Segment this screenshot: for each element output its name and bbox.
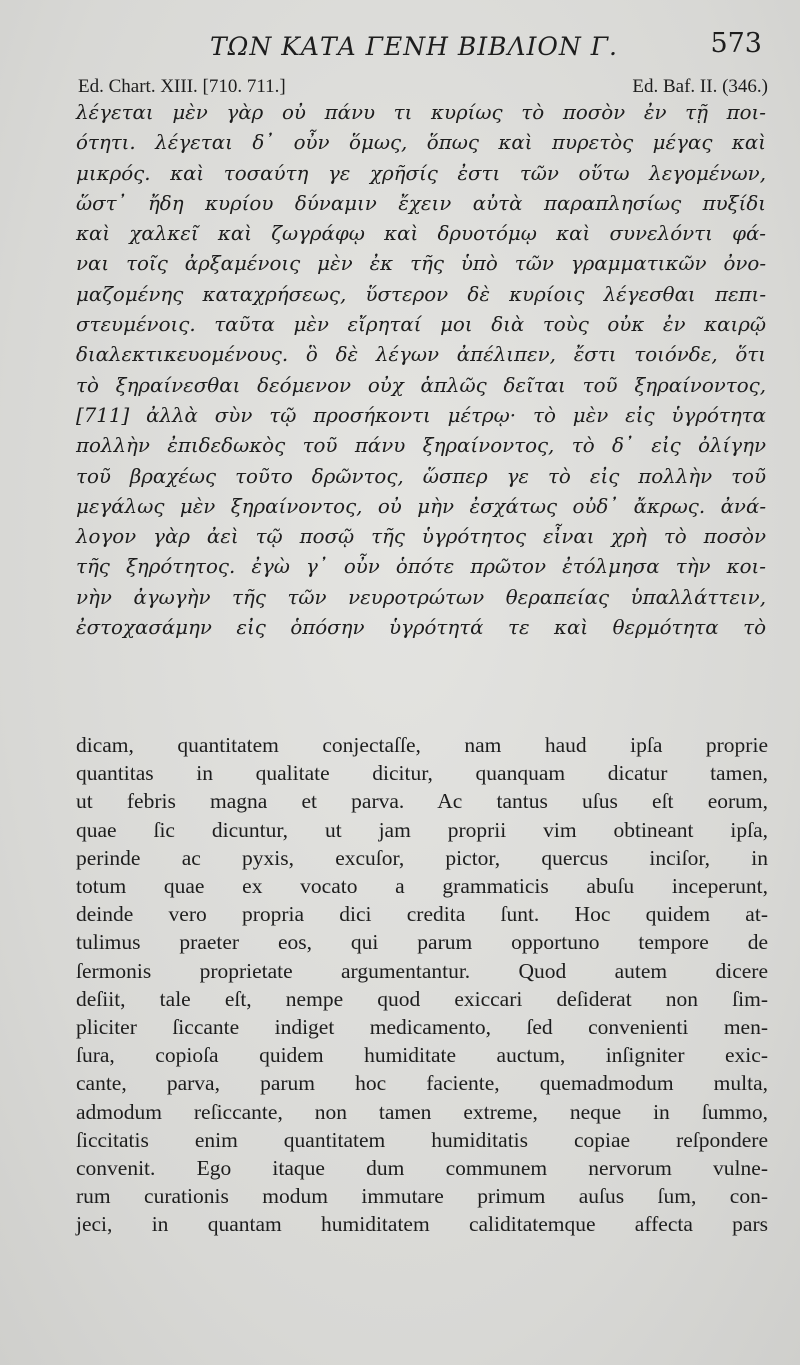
greek-line: τὸ ξηραίνεσθαι δεόμενον οὐχ ἁπλῶς δεῖται τοῦ ξηραίνοντος, <box>76 373 766 397</box>
latin-line: tulimus praeter eos, qui parum opportuno tempore de <box>76 930 768 955</box>
latin-line: quae ſic dicuntur, ut jam proprii vim obtineant ipſa, <box>76 817 768 842</box>
greek-line: τοῦ βραχέως τοῦτο δρῶντος, ὥσπερ γε τὸ εἰς πολλὴν τοῦ <box>76 464 766 488</box>
latin-text-block <box>76 731 768 1239</box>
latin-line: deſiit, tale eſt, nempe quod exiccari deſiderat non ſim- <box>76 986 768 1011</box>
running-title: ΤΩΝ ΚΑΤΑ ΓΕΝΗ ΒΙΒΛΙΟΝ Γ. <box>210 32 619 61</box>
greek-text-block <box>76 98 766 643</box>
latin-line: cante, parva, parum hoc faciente, quemadmodum multa, <box>76 1071 768 1096</box>
greek-line: στευμένοις. ταῦτα μὲν εἴρηταί μοι διὰ τοὺς οὐκ ἐν καιρῷ <box>76 313 766 337</box>
latin-line: pliciter ſiccante indiget medicamento, ſed convenienti men- <box>76 1015 768 1040</box>
latin-line: ſiccitatis enim quantitatem humiditatis copiae reſpondere <box>76 1127 768 1152</box>
latin-line: perinde ac pyxis, excuſor, pictor, quercus inciſor, in <box>76 845 768 870</box>
latin-line: convenit. Ego itaque dum communem nervorum vulne- <box>76 1156 768 1181</box>
latin-line: jeci, in quantam humiditatem caliditatemque affecta pars <box>76 1212 768 1237</box>
greek-line: μαζομένης καταχρήσεως, ὕστερον δὲ κυρίοις λέγεσθαι πεπι- <box>76 282 766 306</box>
greek-line: μικρός. καὶ τοσαύτη γε χρῆσίς ἐστι τῶν οὕτω λεγομένων, <box>76 161 766 185</box>
greek-line: πολλὴν ἐπιδεδωκὸς τοῦ πάνυ ξηραίνοντος, τὸ δ᾽ εἰς ὀλίγην <box>76 434 766 458</box>
latin-line: totum quae ex vocato a grammaticis abuſu inceperunt, <box>76 874 768 899</box>
greek-line: νὴν ἀγωγὴν τῆς τῶν νευροτρώτων θεραπείας ὑπαλλάττειν, <box>76 585 766 609</box>
edition-chartier: Ed. Chart. XIII. [710. 711.] <box>78 76 286 97</box>
latin-line: admodum reſiccante, non tamen extreme, neque in ſummo, <box>76 1099 768 1124</box>
edition-basel: Ed. Baf. II. (346.) <box>632 76 768 97</box>
greek-line: μεγάλως μὲν ξηραίνοντος, οὐ μὴν ἐσχάτως οὐδ᾽ ἄκρως. ἀνά- <box>76 494 766 518</box>
greek-line: ότητι. λέγεται δ᾽ οὖν ὅμως, ὅπως καὶ πυρετὸς μέγας καὶ <box>76 131 766 155</box>
greek-line: λέγεται μὲν γὰρ οὐ πάνυ τι κυρίως τὸ ποσὸν ἐν τῇ ποι- <box>76 101 766 124</box>
latin-line: deinde vero propria dici credita ſunt. Hoc quidem at- <box>76 902 768 927</box>
latin-line: ſermonis proprietate argumentantur. Quod autem dicere <box>76 958 768 983</box>
latin-line: rum curationis modum immutare primum auſus ſum, con- <box>76 1184 768 1209</box>
greek-line: ναι τοῖς ἀρξαμένοις μὲν ἐκ τῆς ὑπὸ τῶν γραμματικῶν ὀνο- <box>76 252 766 276</box>
latin-line: ut febris magna et parva. Ac tantus uſus eſt eorum, <box>76 789 768 814</box>
greek-line: [711] ἀλλὰ σὺν τῷ προσήκοντι μέτρῳ· τὸ μὲν εἰς ὑγρότητα <box>76 403 766 427</box>
greek-line: τῆς ξηρότητος. ἐγὼ γ᾽ οὖν ὁπότε πρῶτον ἐτόλμησα τὴν κοι- <box>76 555 766 579</box>
greek-line: λογον γὰρ ἀεὶ τῷ ποσῷ τῆς ὑγρότητος εἶναι χρὴ τὸ ποσὸν <box>76 525 766 549</box>
latin-line: dicam, quantitatem conjectaſſe, nam haud ipſa proprie <box>76 733 768 757</box>
latin-line: quantitas in qualitate dicitur, quanquam dicatur tamen, <box>76 761 768 786</box>
greek-line: καὶ χαλκεῖ καὶ ζωγράφῳ καὶ δρυοτόμῳ καὶ συνελόντι φά- <box>76 222 766 246</box>
page-number: 573 <box>710 28 762 59</box>
latin-line: ſura, copioſa quidem humiditate auctum, inſigniter exic- <box>76 1043 768 1068</box>
running-head <box>0 28 800 68</box>
greek-line: ἐστοχασάμην εἰς ὁπόσην ὑγρότητά τε καὶ θερμότητα τὸ <box>76 616 766 640</box>
greek-line: διαλεκτικευομένους. ὃ δὲ λέγων ἀπέλιπεν, ἔστι τοιόνδε, ὅτι <box>76 343 766 367</box>
greek-line: ὥστ᾽ ἤδη κυρίου δύναμιν ἔχειν αὐτὰ παραπλησίως πυξίδι <box>76 191 766 215</box>
